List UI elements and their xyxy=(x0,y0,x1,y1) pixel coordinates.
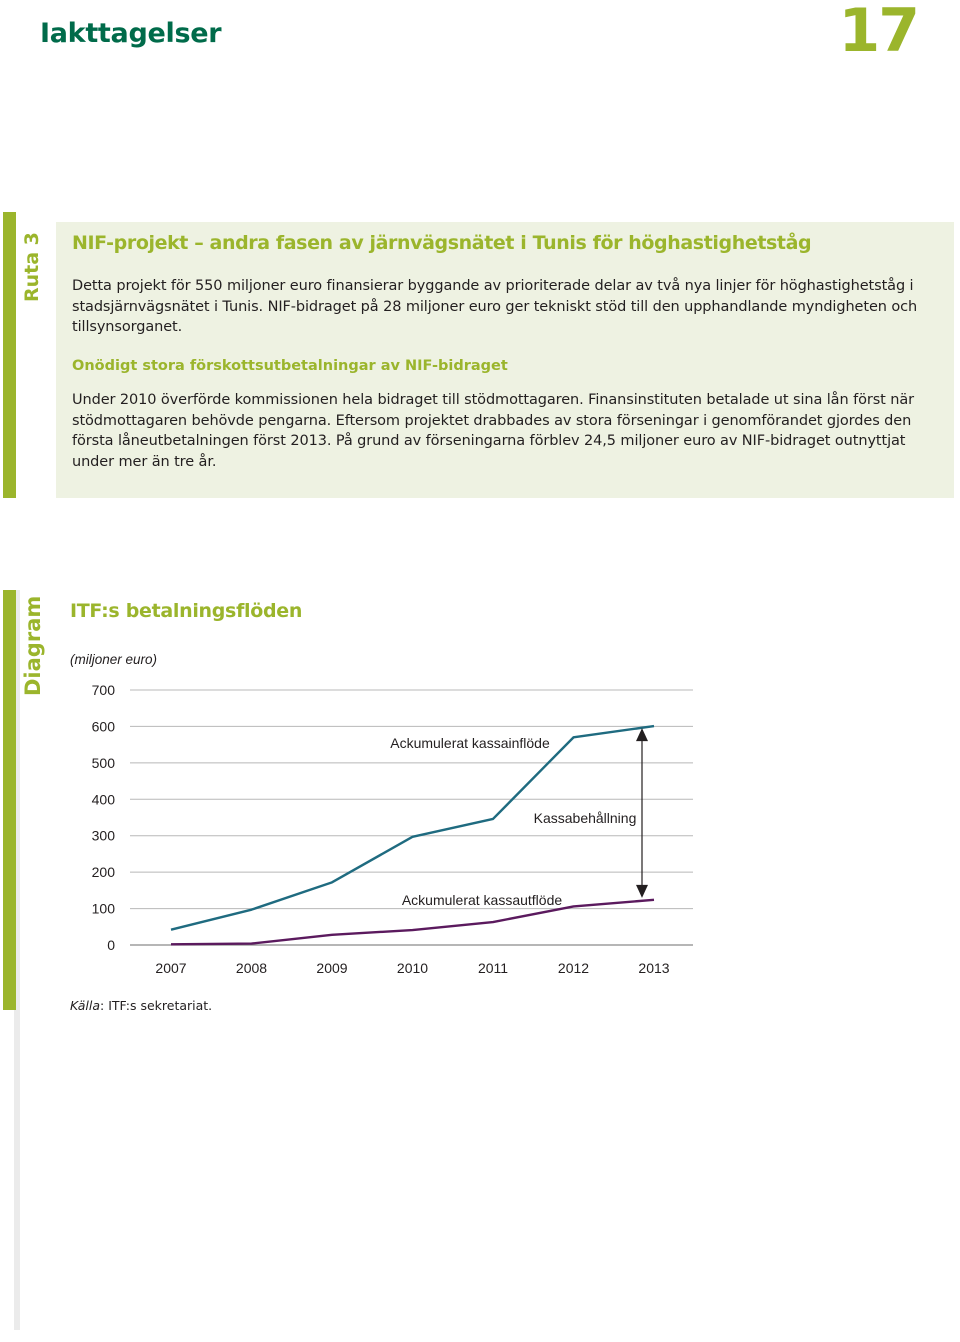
balance-annotation-label: Kassabehållning xyxy=(533,810,637,826)
x-tick-label-2013: 2013 xyxy=(638,960,670,976)
source-prefix: Källa xyxy=(70,998,101,1013)
source-text: : ITF:s sekretariat. xyxy=(100,998,213,1013)
inflow-series-label: Ackumulerat kassainflöde xyxy=(390,735,550,751)
x-tick-label-2010: 2010 xyxy=(396,960,429,976)
box-subheading: Onödigt stora förskottsutbetalningar av NIF-bidraget xyxy=(72,358,508,374)
y-tick-label-0: 0 xyxy=(107,937,115,953)
y-tick-label-400: 400 xyxy=(91,791,115,808)
x-tick-label-2008: 2008 xyxy=(235,960,268,976)
x-tick-label-2012: 2012 xyxy=(557,960,590,976)
diagram-title: ITF:s betalningsflöden xyxy=(70,600,303,622)
box-paragraph-2: Under 2010 överförde kommissionen hela bidraget till stödmottagaren. Finansinstituten betalade ut sina lån först när stödmottagaren behövde pengarna. Eftersom projektet drabbades av stora förseningar i genomförandet gjordes den första låneutbetalningen först 2013. På grund av förseningarna förblev 24,5 miljoner euro av NIF-bidraget outnyttjat under mer än tre år. xyxy=(72,392,914,470)
x-tick-label-2009: 2009 xyxy=(316,960,348,976)
y-tick-label-600: 600 xyxy=(91,718,115,735)
y-tick-label-300: 300 xyxy=(91,827,115,844)
box-title: NIF-projekt – andra fasen av järnvägsnätet i Tunis för höghastighetståg xyxy=(72,232,812,254)
running-header-title: Iakttagelser xyxy=(40,18,222,49)
y-tick-label-500: 500 xyxy=(91,754,115,771)
balance-arrow-head-top xyxy=(636,728,648,741)
y-tick-label-700: 700 xyxy=(91,682,115,698)
outflow-series-label: Ackumulerat kassautflöde xyxy=(401,892,563,908)
x-tick-label-2011: 2011 xyxy=(477,960,509,976)
box-tab-label: Ruta 3 xyxy=(21,232,43,302)
page-number: 17 xyxy=(838,0,918,66)
box-paragraph-1: Detta projekt för 550 miljoner euro finansierar byggande av prioriterade delar av två nya linjer för höghastighetståg i stadsjärnvägsnätet i Tunis. NIF-bidraget på 28 miljoner euro ger tekniskt stöd till den upphandlande myndigheten och tillsynsorganet. xyxy=(72,278,918,335)
balance-arrow-head-bottom xyxy=(636,885,648,898)
diagram-tab-label: Diagram xyxy=(21,595,45,696)
source-note xyxy=(70,998,212,1013)
x-tick-label-2007: 2007 xyxy=(155,960,187,976)
y-tick-label-200: 200 xyxy=(91,864,115,881)
y-tick-label-100: 100 xyxy=(91,900,115,917)
y-axis-unit-label: (miljoner euro) xyxy=(70,652,158,667)
